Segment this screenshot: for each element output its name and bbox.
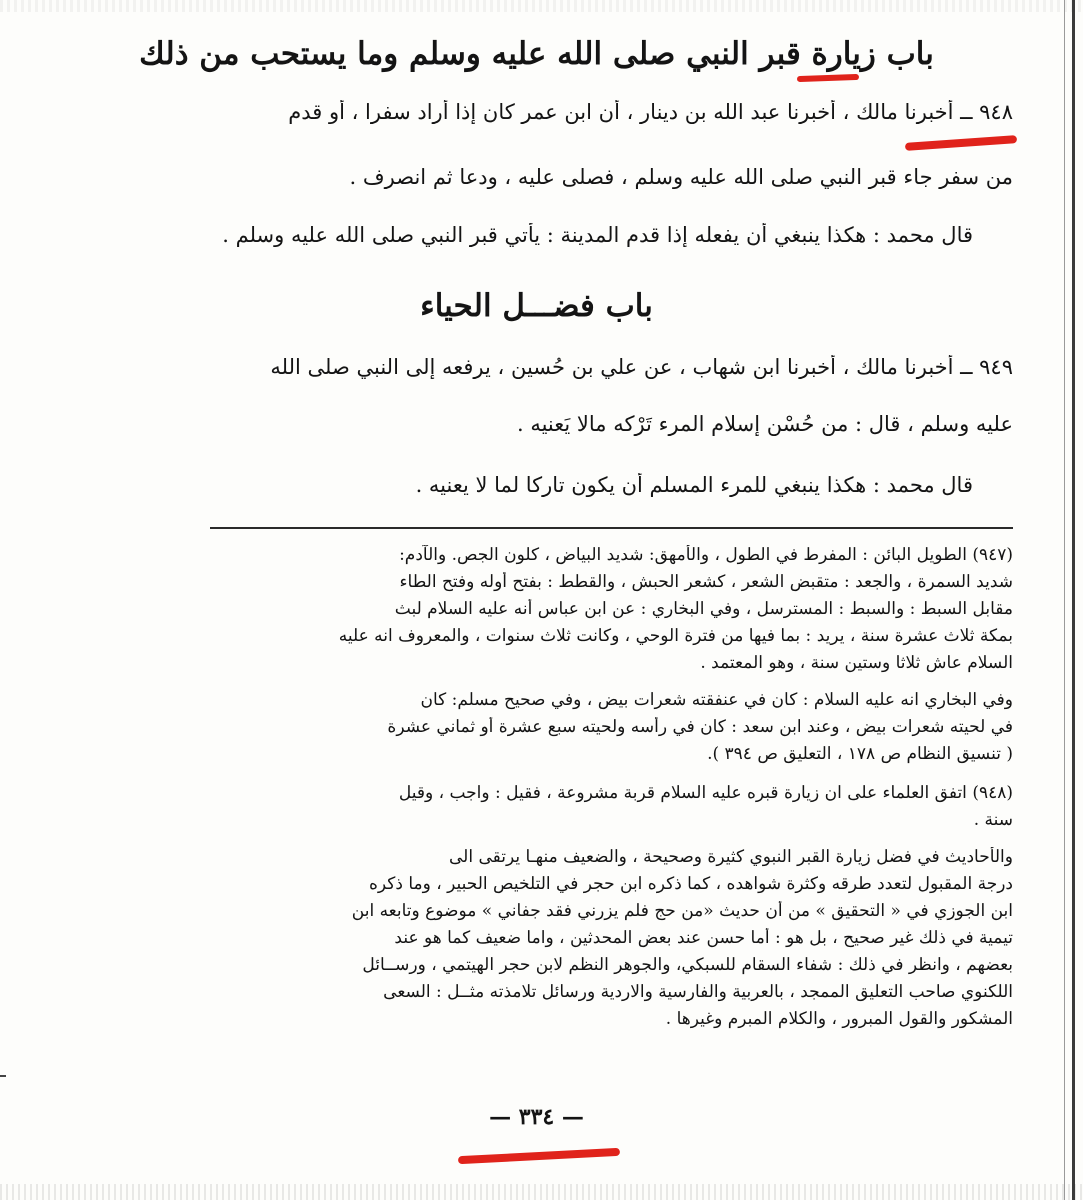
footnote-line: سنة . [973,810,1013,830]
hadith-949-line-1: ٩٤٩ ــ أخبرنا مالك ، أخبرنا ابن شهاب ، عن علي بن حُسين ، يرفعه إلى النبي صلى الله [270,355,1013,379]
hadith-949-line-2: عليه وسلم ، قال : من حُسْن إسلام المرء تَرْكه مالا يَعنيه . [516,412,1013,436]
chapter-heading-modesty: باب فضـــل الحياء [420,288,653,324]
red-underline-ziyara [797,74,859,82]
chapter-heading-visiting-grave: باب زيارة قبر النبي صلى الله عليه وسلم وما يستحب من ذلك [139,36,934,72]
footnote-line: بمكة ثلاث عشرة سنة ، يريد : بما فيها من فترة الوحي ، وكانت ثلاث سنوات ، والمعروف انه عليه [338,626,1013,646]
footnote-line: بعضهم ، وانظر في ذلك : شفاء السقام للسبكي، والجوهر النظم لابن حجر الهيتمي ، ورســائل [362,955,1013,975]
footnote-line: تيمية في ذلك غير صحيح ، بل هو : أما حسن عند بعض المحدثين ، واما ضعيف كما هو عند [394,928,1013,948]
footnote-line: شديد السمرة ، والجعد : متقبض الشعر ، كشعر الحبش ، والقطط : بفتح أوله وفتح الطاء [399,572,1013,592]
footnote-line: درجة المقبول لتعدد طرقه وكثرة شواهده ، كما ذكره ابن حجر في التلخيص الحبير ، وما ذكره [368,874,1013,894]
footnote-line: والأحاديث في فضل زيارة القبر النبوي كثيرة وصحيحة ، والضعيف منهـا يرتقى الى [448,847,1013,867]
footnote-line: مقابل السبط : والسبط : المسترسل ، وفي البخاري : عن ابن عباس أنه عليه السلام لبث [394,599,1013,619]
page-number: — ٣٣٤ — [489,1104,584,1130]
footnote-separator [210,527,1013,529]
footnote-line: في لحيته شعرات بيض ، وعند ابن سعد : كان في رأسه ولحيته سبع عشرة أو ثماني عشرة [387,717,1013,737]
hadith-948-commentary: قال محمد : هكذا ينبغي أن يفعله إذا قدم المدينة : يأتي قبر النبي صلى الله عليه وسلم . [222,223,973,247]
hadith-948-line-1: ٩٤٨ ــ أخبرنا مالك ، أخبرنا عبد الله بن دينار ، أن ابن عمر كان إذا أراد سفرا ، أو قدم [288,100,1013,124]
footnote-line: ابن الجوزي في « التحقيق » من أن حديث «من حج فلم يزرني فقد جفاني » موضوع وتابعه ابن [351,901,1013,921]
page-border-right [1072,0,1075,1200]
footnote-line: ( تنسيق النظام ص ١٧٨ ، التعليق ص ٣٩٤ ). [707,744,1013,764]
scan-mark-left [0,1075,6,1077]
scan-edge-top [0,0,1083,12]
footnote-line: وفي البخاري انه عليه السلام : كان في عنفقته شعرات بيض ، وفي صحيح مسلم: كان [420,690,1013,710]
red-underline-948 [905,135,1017,151]
scan-edge-bottom [0,1184,1083,1200]
footnote-line: المشكور والقول المبرور ، والكلام المبرم وغيرها . [665,1009,1013,1029]
page-border-right-inner [1064,0,1065,1200]
footnote-line: اللكنوي صاحب التعليق الممجد ، بالعربية والفارسية والاردية ورسائل تلامذته مثــل : السعى [383,982,1013,1002]
footnote-line: (٩٤٧) الطويل البائن : المفرط في الطول ، والأمهق: شديد البياض ، كلون الجص. والآدم: [399,545,1013,565]
red-underline-page-number [458,1148,620,1164]
hadith-949-commentary: قال محمد : هكذا ينبغي للمرء المسلم أن يكون تاركا لما لا يعنيه . [415,473,973,497]
footnote-line: السلام عاش ثلاثا وستين سنة ، وهو المعتمد . [700,653,1013,673]
hadith-948-line-2: من سفر جاء قبر النبي صلى الله عليه وسلم ، فصلى عليه ، ودعا ثم انصرف . [349,165,1013,189]
footnote-line: (٩٤٨) اتفق العلماء على ان زيارة قبره عليه السلام قربة مشروعة ، فقيل : واجب ، وقيل [398,783,1013,803]
